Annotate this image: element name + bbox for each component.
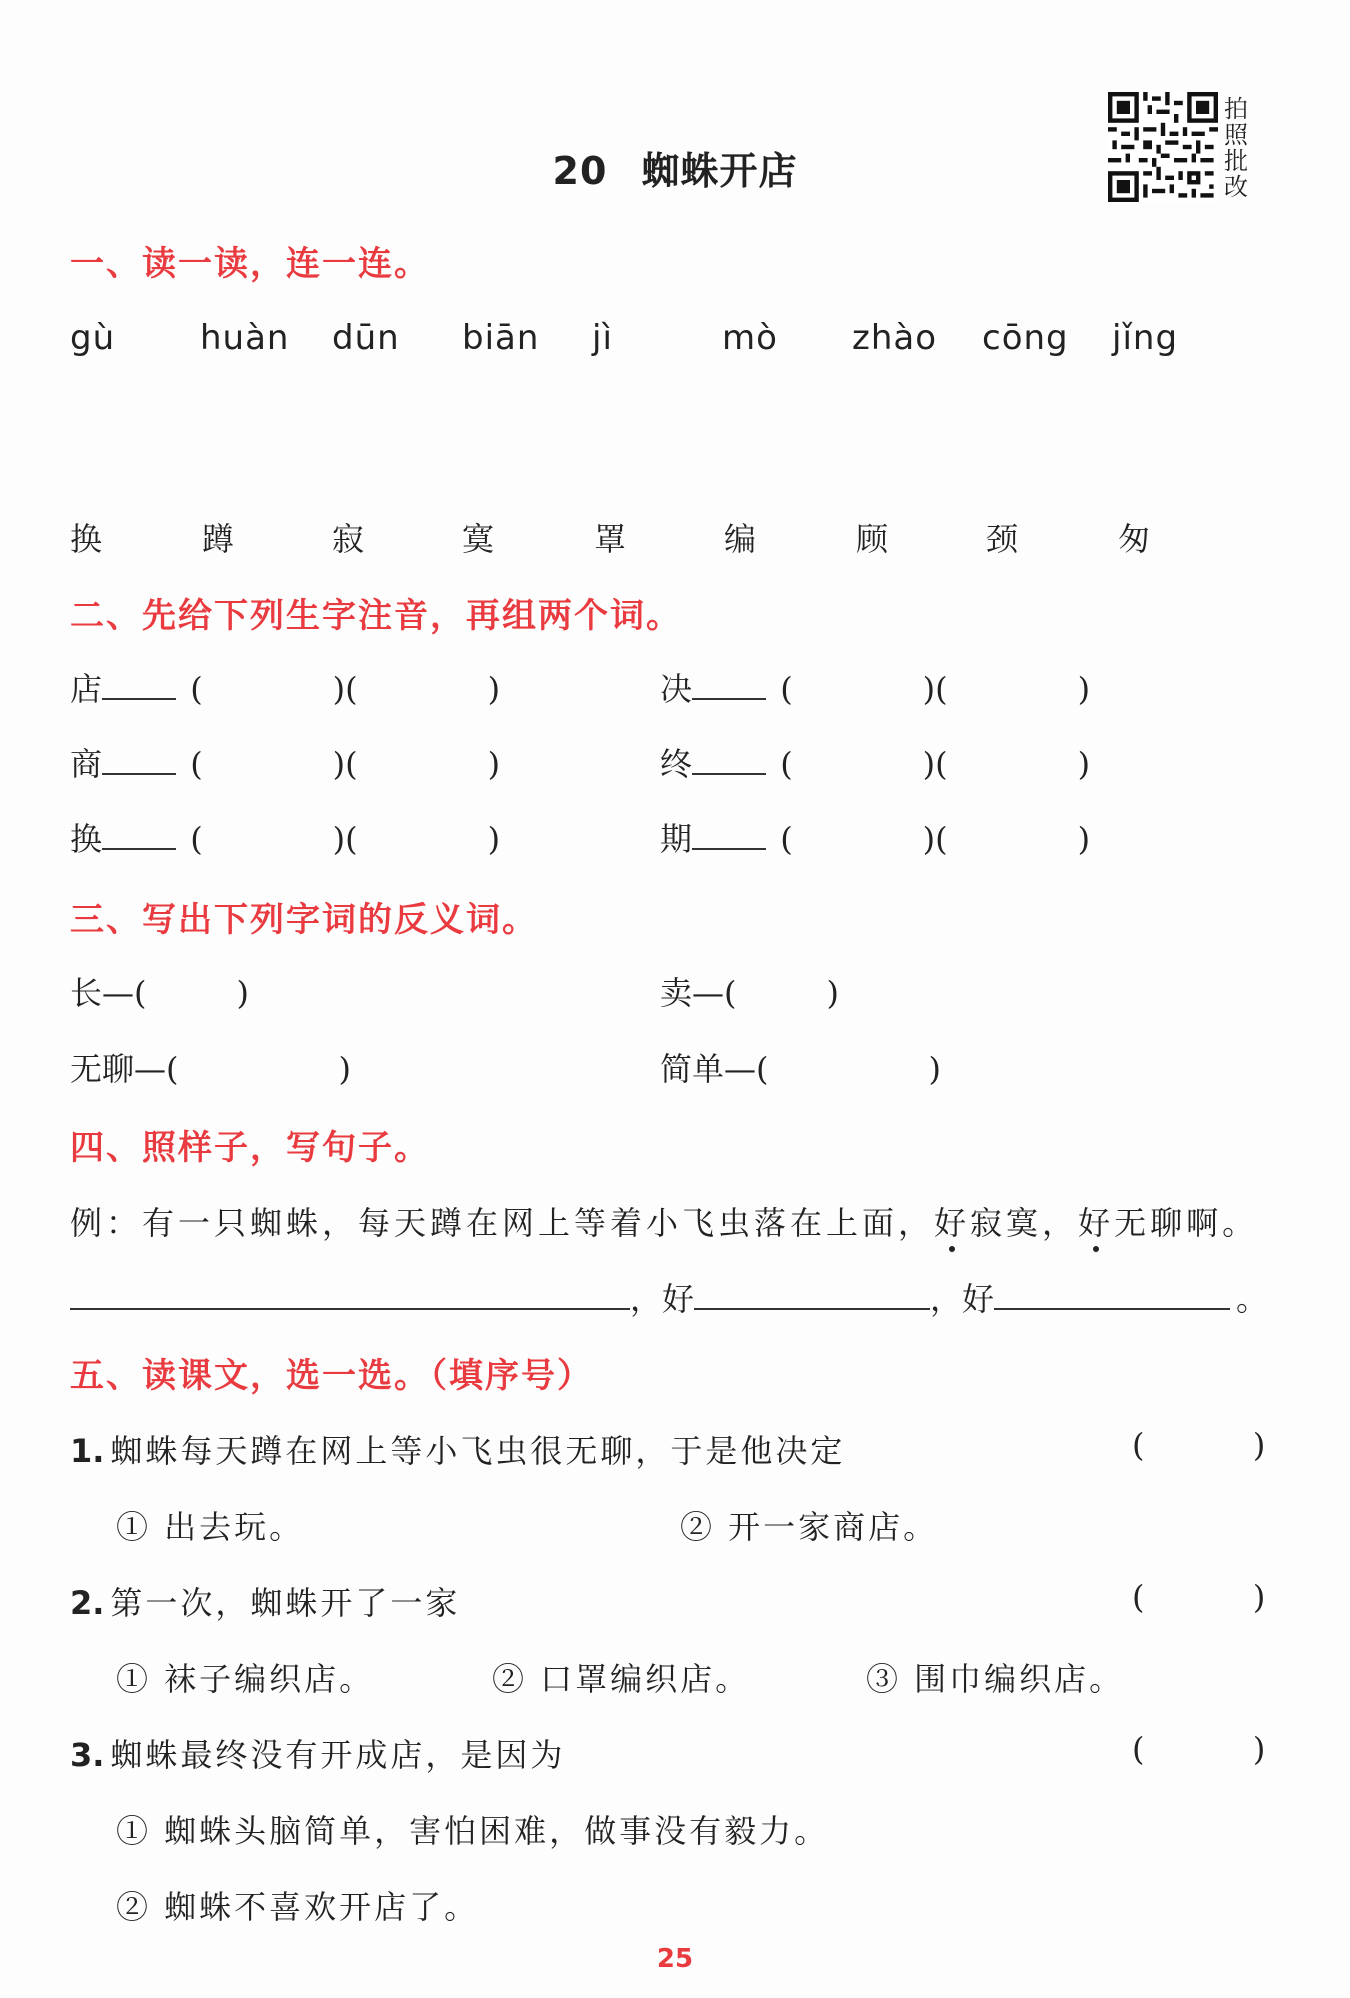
example-sentence xyxy=(70,1198,1258,1244)
open-paren: ( xyxy=(780,670,793,708)
section-1-heading: 一、读一读，连一连。 xyxy=(70,244,430,284)
antonym-prompt: 长—( xyxy=(70,974,147,1012)
pinyin-blank[interactable] xyxy=(692,765,766,775)
annotate-row xyxy=(660,664,1090,710)
example-text: 无聊啊。 xyxy=(1114,1204,1259,1242)
answer-bracket[interactable]: ( ) xyxy=(1132,1426,1269,1464)
close-paren: ) xyxy=(928,1050,941,1088)
open-paren: ( xyxy=(190,745,203,783)
pinyin-blank[interactable] xyxy=(102,690,176,700)
example-emphasis: 好 xyxy=(1078,1204,1115,1242)
section-4-heading: 四、照样子，写句子。 xyxy=(70,1128,430,1168)
question-number: 3. xyxy=(70,1736,105,1774)
option[interactable]: ③ 围巾编织店。 xyxy=(866,1660,1125,1698)
qr-caption-char: 改 xyxy=(1224,173,1248,201)
annotate-row xyxy=(660,814,1090,860)
pinyin-item[interactable]: gù xyxy=(70,318,116,358)
annotate-char: 决 xyxy=(660,670,693,708)
antonym-prompt: 卖—( xyxy=(660,974,737,1012)
hanzi-item[interactable]: 颈 xyxy=(986,520,1019,558)
hanzi-item[interactable]: 寂 xyxy=(332,520,365,558)
pinyin-item[interactable]: cōng xyxy=(982,318,1069,358)
qr-caption-char: 批 xyxy=(1224,147,1248,175)
mid-paren: )( xyxy=(332,745,358,783)
open-paren: ( xyxy=(190,820,203,858)
lesson-name: 蜘蛛开店 xyxy=(641,149,798,193)
question-number: 2. xyxy=(70,1584,105,1622)
pinyin-blank[interactable] xyxy=(102,765,176,775)
section-3-heading: 三、写出下列字词的反义词。 xyxy=(70,900,538,940)
question-text: 第一次，蜘蛛开了一家 xyxy=(110,1584,461,1622)
qr-code-icon[interactable] xyxy=(1108,92,1218,202)
section-2-heading: 二、先给下列生字注音，再组两个词。 xyxy=(70,596,682,636)
pinyin-blank[interactable] xyxy=(692,690,766,700)
close-paren: ) xyxy=(1077,670,1091,708)
close-paren: ) xyxy=(236,974,249,1012)
fill-end: 。 xyxy=(1236,1280,1269,1318)
annotate-char: 期 xyxy=(660,820,693,858)
option[interactable]: ② 口罩编织店。 xyxy=(492,1660,751,1698)
hanzi-item[interactable]: 罩 xyxy=(594,520,627,558)
answer-bracket[interactable]: ( ) xyxy=(1132,1730,1269,1768)
annotate-char: 商 xyxy=(70,745,103,783)
close-paren: ) xyxy=(1077,745,1091,783)
option[interactable]: ② 开一家商店。 xyxy=(680,1508,939,1546)
hanzi-item[interactable]: 顾 xyxy=(856,520,889,558)
question-text: 蜘蛛最终没有开成店，是因为 xyxy=(110,1736,566,1774)
mid-paren: )( xyxy=(332,670,358,708)
option[interactable]: ② 蜘蛛不喜欢开店了。 xyxy=(116,1888,480,1926)
example-text: 例：有一只蜘蛛，每天蹲在网上等着小飞虫落在上面， xyxy=(70,1204,935,1242)
antonym-row xyxy=(70,968,249,1014)
pinyin-item[interactable]: jǐng xyxy=(1112,318,1179,358)
antonym-row xyxy=(660,1044,941,1090)
annotate-char: 终 xyxy=(660,745,693,783)
sentence-blank-2[interactable] xyxy=(694,1300,930,1310)
mid-paren: )( xyxy=(922,820,948,858)
qr-caption-char: 拍 xyxy=(1224,95,1248,123)
antonym-row xyxy=(70,1044,351,1090)
qr-caption-char: 照 xyxy=(1224,121,1248,149)
option[interactable]: ① 蜘蛛头脑简单，害怕困难，做事没有毅力。 xyxy=(116,1812,830,1850)
section-5-heading: 五、读课文，选一选。（填序号） xyxy=(70,1356,593,1396)
hanzi-item[interactable]: 换 xyxy=(70,520,103,558)
mid-paren: )( xyxy=(922,745,948,783)
question-text: 蜘蛛每天蹲在网上等小飞虫很无聊，于是他决定 xyxy=(110,1432,846,1470)
option[interactable]: ① 袜子编织店。 xyxy=(116,1660,375,1698)
example-text: 寂寞， xyxy=(970,1204,1079,1242)
page-number: 25 xyxy=(656,1944,694,1974)
pinyin-blank[interactable] xyxy=(102,840,176,850)
fill-connector: ，好 xyxy=(930,1280,995,1318)
close-paren: ) xyxy=(487,820,501,858)
open-paren: ( xyxy=(780,820,793,858)
answer-bracket[interactable]: ( ) xyxy=(1132,1578,1269,1616)
mid-paren: )( xyxy=(922,670,948,708)
close-paren: ) xyxy=(826,974,839,1012)
pinyin-item[interactable]: biān xyxy=(462,318,540,358)
pinyin-item[interactable]: dūn xyxy=(332,318,400,358)
lesson-number: 20 xyxy=(552,149,608,193)
sentence-blank-3[interactable] xyxy=(994,1300,1230,1310)
pinyin-item[interactable]: mò xyxy=(722,318,778,358)
hanzi-item[interactable]: 匆 xyxy=(1118,520,1151,558)
question-1 xyxy=(70,1426,845,1472)
mid-paren: )( xyxy=(332,820,358,858)
pinyin-blank[interactable] xyxy=(692,840,766,850)
antonym-row xyxy=(660,968,839,1014)
annotate-char: 换 xyxy=(70,820,103,858)
annotate-row xyxy=(70,664,500,710)
open-paren: ( xyxy=(780,745,793,783)
pinyin-item[interactable]: jì xyxy=(592,318,613,358)
hanzi-item[interactable]: 寞 xyxy=(462,520,495,558)
close-paren: ) xyxy=(338,1050,351,1088)
antonym-prompt: 简单—( xyxy=(660,1050,769,1088)
fill-connector: ，好 xyxy=(630,1280,695,1318)
hanzi-item[interactable]: 蹲 xyxy=(202,520,235,558)
close-paren: ) xyxy=(487,745,501,783)
pinyin-item[interactable]: huàn xyxy=(200,318,290,358)
close-paren: ) xyxy=(1077,820,1091,858)
sentence-fill-row xyxy=(70,1274,1268,1320)
question-3 xyxy=(70,1730,565,1776)
annotate-row xyxy=(70,739,500,785)
pinyin-item[interactable]: zhào xyxy=(852,318,938,358)
hanzi-item[interactable]: 编 xyxy=(724,520,757,558)
sentence-blank-1[interactable] xyxy=(70,1300,630,1310)
qr-caption xyxy=(1224,96,1254,200)
annotate-row xyxy=(70,814,500,860)
annotate-row xyxy=(660,739,1090,785)
annotate-char: 店 xyxy=(70,670,103,708)
antonym-prompt: 无聊—( xyxy=(70,1050,179,1088)
open-paren: ( xyxy=(190,670,203,708)
option[interactable]: ① 出去玩。 xyxy=(116,1508,305,1546)
close-paren: ) xyxy=(487,670,501,708)
example-emphasis: 好 xyxy=(934,1204,971,1242)
question-number: 1. xyxy=(70,1432,105,1470)
question-2 xyxy=(70,1578,460,1624)
